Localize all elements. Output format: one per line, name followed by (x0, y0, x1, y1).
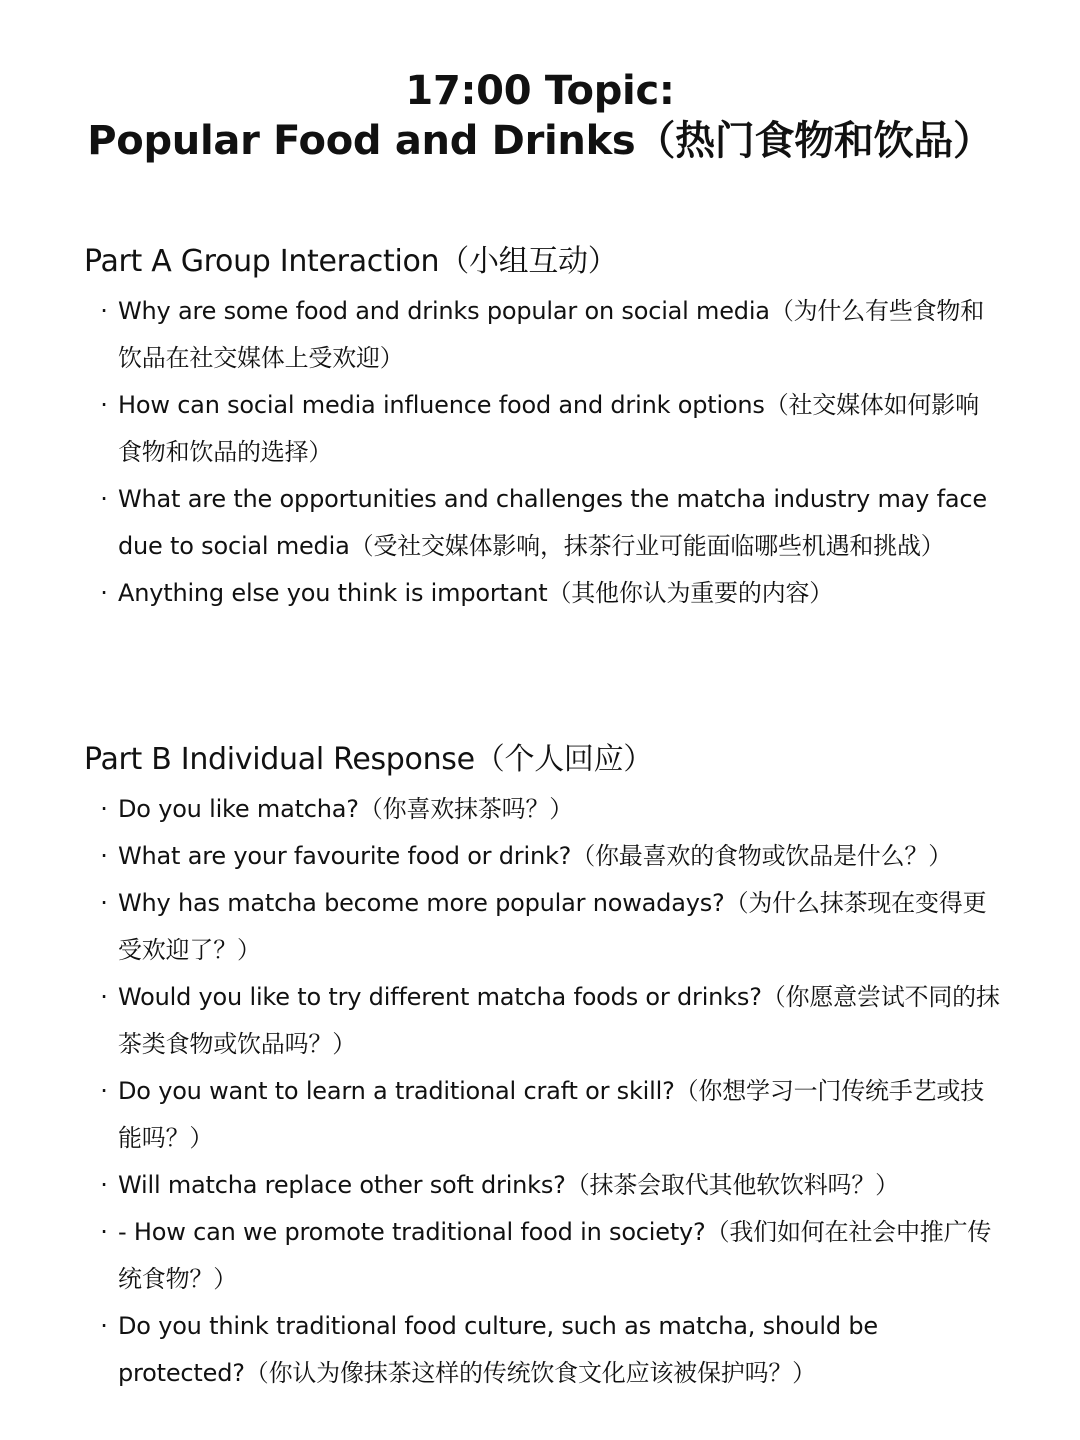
part-b-question (84, 1068, 1002, 1162)
part-a-question (84, 382, 1002, 476)
part-b-question (84, 786, 1002, 833)
part-a-section (84, 240, 1002, 617)
bullet-dot: · (100, 579, 108, 607)
question-text: Anything else you think is important（其他你认为重要的内容） (118, 579, 834, 607)
part-b-question (84, 833, 1002, 880)
part-a-heading: Part A Group Interaction（小组互动） (84, 244, 618, 279)
part-b-heading: Part B Individual Response（个人回应） (84, 742, 653, 777)
question-text: Why has matcha become more popular nowadays?（为什么抹茶现在变得更受欢迎了？） (118, 889, 987, 964)
bullet-dot: · (100, 889, 108, 917)
title-line-2: Popular Food and Drinks（热门食物和饮品） (87, 118, 993, 164)
question-text: Would you like to try different matcha foods or drinks?（你愿意尝试不同的抹茶类食物或饮品吗？） (118, 983, 1000, 1058)
bullet-dot: · (100, 1077, 108, 1105)
part-b-section (84, 738, 1002, 1397)
part-a-question (84, 288, 1002, 382)
part-a-question-list (84, 288, 1002, 617)
part-a-question (84, 476, 1002, 570)
bullet-dot: · (100, 842, 108, 870)
bullet-dot: · (100, 1218, 108, 1246)
bullet-dot: · (100, 297, 108, 325)
question-text: How can social media influence food and drink options（社交媒体如何影响食物和饮品的选择） (118, 391, 979, 466)
part-b-question-list (84, 786, 1002, 1397)
page-title (40, 66, 1040, 166)
question-text: Do you like matcha?（你喜欢抹茶吗？） (118, 795, 574, 823)
part-a-question (84, 570, 1002, 617)
question-text: Why are some food and drinks popular on social media（为什么有些食物和饮品在社交媒体上受欢迎） (118, 297, 985, 372)
question-text: What are the opportunities and challenges the matcha industry may face due to social media（受社交媒体影响，抹茶行业可能面临哪些机遇和挑战） (118, 485, 987, 560)
question-text: Will matcha replace other soft drinks?（抹茶会取代其他软饮料吗？） (118, 1171, 899, 1199)
bullet-dot: · (100, 795, 108, 823)
part-b-question (84, 1162, 1002, 1209)
part-b-question (84, 880, 1002, 974)
bullet-dot: · (100, 391, 108, 419)
question-text: - How can we promote traditional food in society?（我们如何在社会中推广传统食物？） (118, 1218, 992, 1293)
bullet-dot: · (100, 1171, 108, 1199)
bullet-dot: · (100, 485, 108, 513)
part-b-question (84, 1209, 1002, 1303)
bullet-dot: · (100, 983, 108, 1011)
question-text: What are your favourite food or drink?（你最喜欢的食物或饮品是什么？） (118, 842, 952, 870)
question-text: Do you think traditional food culture, such as matcha, should be protected?（你认为像抹茶这样的传统饮食文化应该被保护吗？） (118, 1312, 878, 1387)
bullet-dot: · (100, 1312, 108, 1340)
question-text: Do you want to learn a traditional craft or skill?（你想学习一门传统手艺或技能吗？） (118, 1077, 985, 1152)
title-line-1: 17:00 Topic: (405, 68, 675, 114)
part-b-question (84, 1303, 1002, 1397)
part-b-question (84, 974, 1002, 1068)
